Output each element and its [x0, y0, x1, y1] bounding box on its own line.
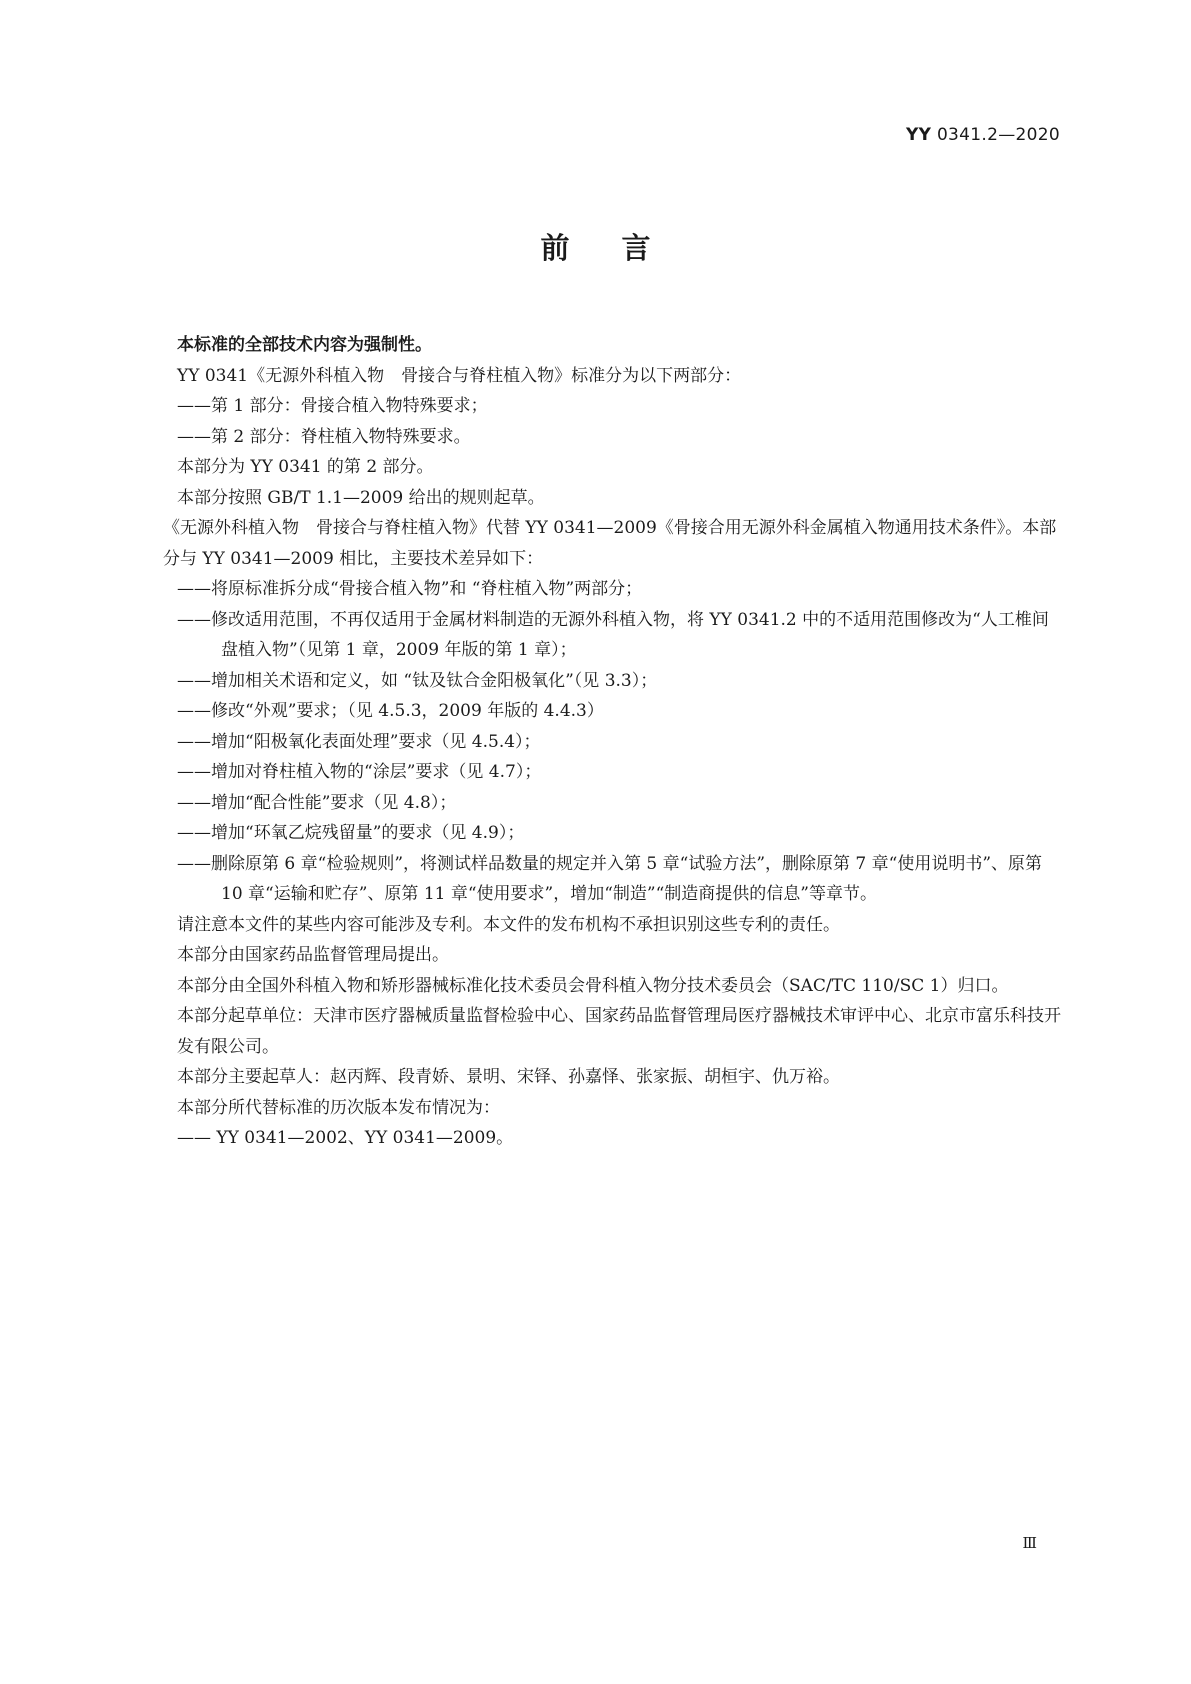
document-code-number: 0341.2—2020 [931, 125, 1060, 145]
paragraph-part-statement: 本部分为 YY 0341 的第 2 部分。 [177, 457, 434, 477]
paragraph-replacement: 《无源外科植入物 骨接合与脊柱植入物》代替 YY 0341—2009《骨接合用无源外科金属植入物通用技术条件》。本部分与 YY 0341—2009 相比，主要技术差异如下： [163, 518, 1057, 569]
list-item-previous-versions: —— YY 0341—2002、YY 0341—2009。 [177, 1128, 514, 1148]
paragraph-drafters: 本部分主要起草人：赵丙辉、段青娇、景明、宋铎、孙嘉怿、张家振、胡桓宇、仇万裕。 [177, 1067, 840, 1087]
mandatory-statement: 本标准的全部技术内容为强制性。 [177, 335, 432, 355]
list-item-part-2: ——第 2 部分：脊柱植入物特殊要求。 [177, 426, 471, 447]
paragraph-committee: 本部分由全国外科植入物和矫形器械标准化技术委员会骨科植入物分技术委员会（SAC/TC 110/SC 1）归口。 [177, 975, 1009, 996]
paragraph-parts-intro: YY 0341《无源外科植入物 骨接合与脊柱植入物》标准分为以下两部分： [177, 365, 742, 386]
list-item-change-1: ——将原标准拆分成“骨接合植入物”和 “脊柱植入物”两部分； [177, 579, 643, 599]
document-code-prefix: YY [906, 125, 932, 145]
page-number: Ⅲ [1022, 1534, 1037, 1552]
list-item-change-9: ——删除原第 6 章“检验规则”，将测试样品数量的规定并入第 5 章“试验方法”，删除原第 7 章“使用说明书”、原第 10 章“运输和贮存”、原第 11 章“使用要求”，增加“制造”“制造商提供的信息”等章节。 [177, 853, 1043, 904]
paragraph-patent-notice: 请注意本文件的某些内容可能涉及专利。本文件的发布机构不承担识别这些专利的责任。 [177, 914, 840, 935]
list-item-change-3: ——增加相关术语和定义，如 “钛及钛合金阳极氧化”（见 3.3）； [177, 670, 658, 691]
list-item-change-7: ——增加“配合性能”要求（见 4.8）； [177, 792, 457, 813]
list-item-change-5: ——增加“阳极氧化表面处理”要求（见 4.5.4）； [177, 731, 541, 752]
paragraph-drafting-rules: 本部分按照 GB/T 1.1—2009 给出的规则起草。 [177, 487, 545, 508]
page-title: 前言 [540, 231, 703, 265]
list-item-part-1: ——第 1 部分：骨接合植入物特殊要求； [177, 396, 488, 416]
list-item-change-6: ——增加对脊柱植入物的“涂层”要求（见 4.7）； [177, 762, 542, 782]
list-item-change-8: ——增加“环氧乙烷残留量”的要求（见 4.9）； [177, 823, 525, 843]
paragraph-version-history: 本部分所代替标准的历次版本发布情况为： [177, 1097, 500, 1118]
paragraph-proposer: 本部分由国家药品监督管理局提出。 [177, 945, 449, 965]
paragraph-drafting-units: 本部分起草单位：天津市医疗器械质量监督检验中心、国家药品监督管理局医疗器械技术审评中心、北京市富乐科技开发有限公司。 [177, 1006, 1061, 1057]
list-item-change-2: ——修改适用范围，不再仅适用于金属材料制造的无源外科植入物，将 YY 0341.2 中的不适用范围修改为“人工椎间盘植入物”（见第 1 章，2009 年版的第 1 章）； [177, 609, 1049, 660]
document-body [163, 330, 1061, 1154]
list-item-change-4: ——修改“外观”要求；（见 4.5.3，2009 年版的 4.4.3） [177, 701, 604, 721]
document-code [906, 125, 1060, 145]
